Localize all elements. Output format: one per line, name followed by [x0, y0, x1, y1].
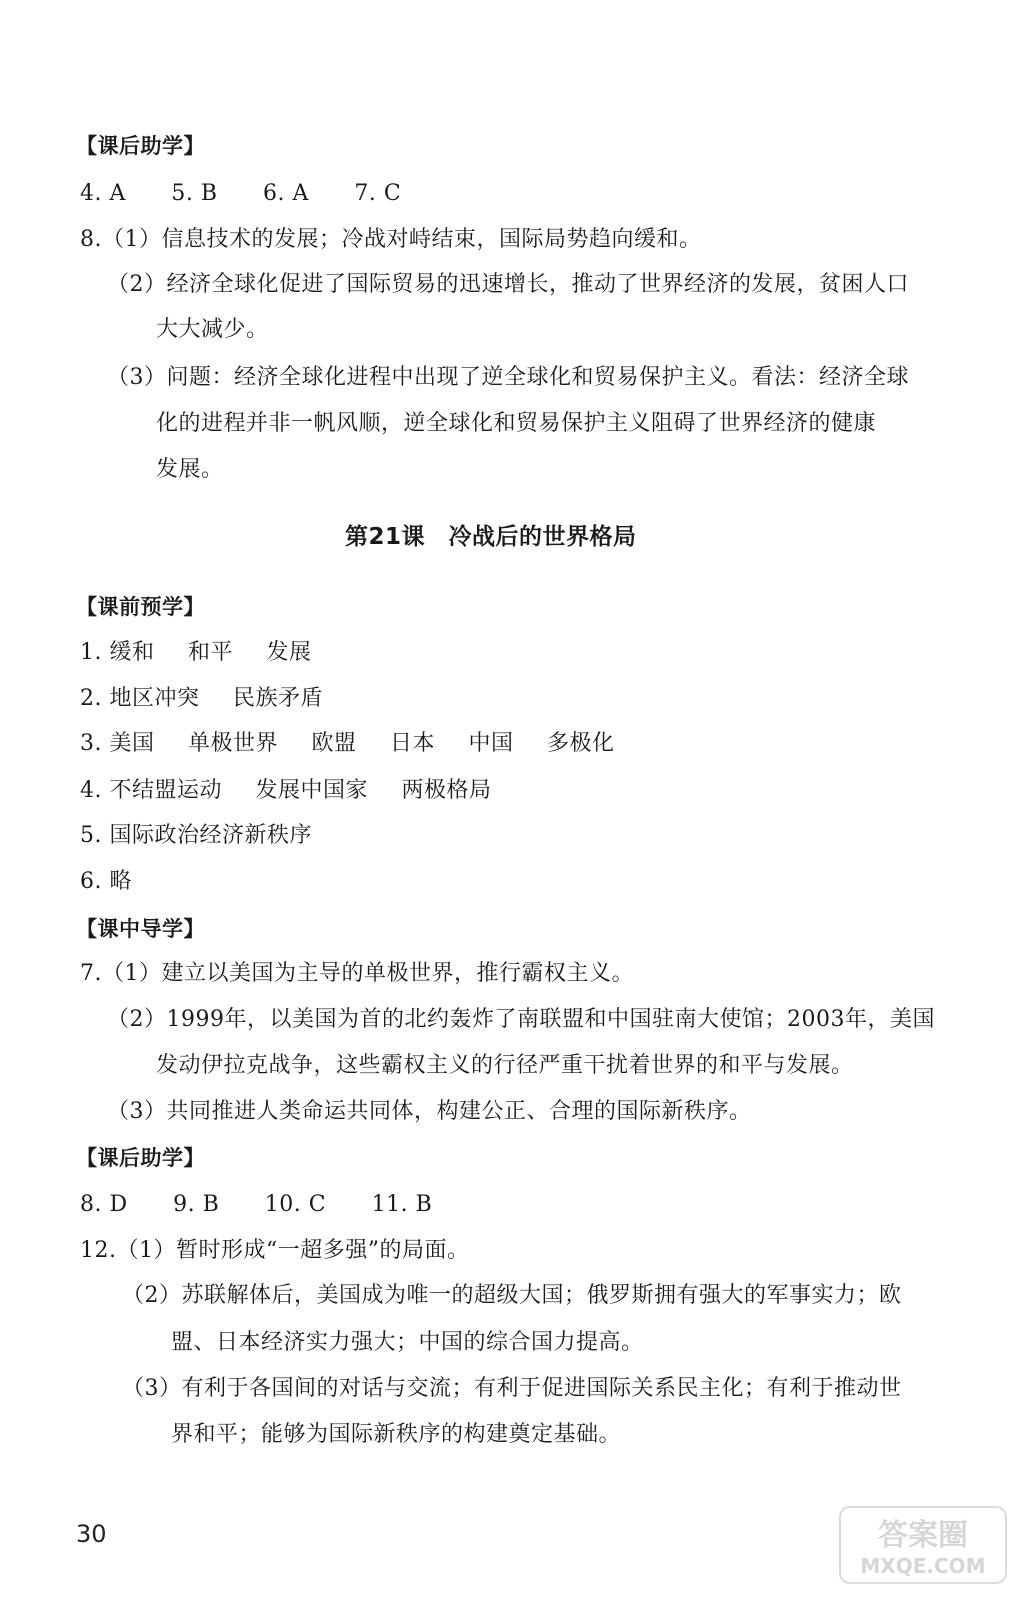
mc-answer: 6. A: [263, 181, 309, 206]
answer-12-2: （2）苏联解体后，美国成为唯一的超级大国；俄罗斯拥有强大的军事实力；欧: [122, 1283, 902, 1308]
answer-12-3: （3）有利于各国间的对话与交流；有利于促进国际关系民主化；有利于推动世: [122, 1376, 902, 1401]
watermark-url: MXQE.COM: [860, 1554, 986, 1578]
section-heading-after-class: 【课后助学】: [76, 134, 205, 158]
answer-term: 日本: [390, 731, 436, 756]
answer-7-2-continued: 发动伊拉克战争，这些霸权主义的行径严重干扰着世界的和平与发展。: [156, 1053, 854, 1078]
answer-term: 两极格局: [401, 778, 492, 803]
answer-12-3-continued: 界和平；能够为国际新秩序的构建奠定基础。: [171, 1422, 622, 1447]
answer-term: 2. 地区冲突: [80, 686, 200, 711]
mc-answer: 10. C: [264, 1192, 327, 1217]
multiple-choice-answers: [80, 179, 401, 209]
answer-8-2-continued: 大大减少。: [156, 317, 269, 342]
answer-7-1: 7.（1）建立以美国为主导的单极世界，推行霸权主义。: [80, 961, 634, 986]
answer-7-2: （2）1999年，以美国为首的北约轰炸了南联盟和中国驻南大使馆；2003年，美国: [107, 1007, 935, 1032]
watermark-logo-text: 答案圈: [878, 1518, 968, 1553]
answer-8-2: （2）经济全球化促进了国际贸易的迅速增长，推动了世界经济的发展，贫困人口: [107, 272, 909, 297]
page-number: 30: [76, 1520, 107, 1548]
answer-8-1: 8.（1）信息技术的发展；冷战对峙结束，国际局势趋向缓和。: [80, 227, 702, 252]
answer-term: 4. 不结盟运动: [80, 778, 222, 803]
answer-term: 发展中国家: [255, 778, 368, 803]
answer-term: 3. 美国: [80, 731, 155, 756]
mc-answer: 7. C: [354, 181, 402, 206]
answer-12-1: 12.（1）暂时形成“一超多强”的局面。: [80, 1238, 470, 1263]
answer-term: 单极世界: [187, 731, 278, 756]
answer-12-2-continued: 盟、日本经济实力强大；中国的综合国力提高。: [171, 1330, 644, 1355]
answer-4: [80, 776, 492, 806]
mc-answer: 8. D: [80, 1192, 128, 1217]
answer-5: 5. 国际政治经济新秩序: [80, 823, 312, 848]
answer-6: 6. 略: [80, 869, 132, 894]
mc-answer: 11. B: [371, 1192, 433, 1217]
section-heading-after-class-2: 【课后助学】: [76, 1146, 205, 1170]
answer-8-3-continued: 化的进程并非一帆风顺，逆全球化和贸易保护主义阻碍了世界经济的健康: [156, 411, 877, 436]
section-heading-preview: 【课前预学】: [76, 595, 205, 619]
watermark-logo: [838, 1505, 1008, 1585]
answer-8-3: （3）问题：经济全球化进程中出现了逆全球化和贸易保护主义。看法：经济全球: [107, 365, 909, 390]
answer-1: [80, 638, 312, 668]
section-heading-in-class: 【课中导学】: [76, 917, 205, 941]
answer-term: 欧盟: [311, 731, 357, 756]
multiple-choice-answers-2: [80, 1190, 432, 1220]
answer-2: [80, 684, 323, 714]
mc-answer: 4. A: [80, 181, 126, 206]
answer-7-3: （3）共同推进人类命运共同体，构建公正、合理的国际新秩序。: [107, 1099, 752, 1124]
answer-term: 发展: [266, 640, 312, 665]
answer-term: 1. 缓和: [80, 640, 155, 665]
answer-term: 多极化: [547, 731, 615, 756]
lesson-title: 第21课 冷战后的世界格局: [345, 524, 637, 550]
answer-term: 和平: [187, 640, 233, 665]
mc-answer: 9. B: [173, 1192, 220, 1217]
answer-term: 中国: [468, 731, 514, 756]
mc-answer: 5. B: [171, 181, 218, 206]
answer-8-3-end: 发展。: [156, 457, 224, 482]
answer-term: 民族矛盾: [232, 686, 323, 711]
answer-3: [80, 729, 615, 759]
